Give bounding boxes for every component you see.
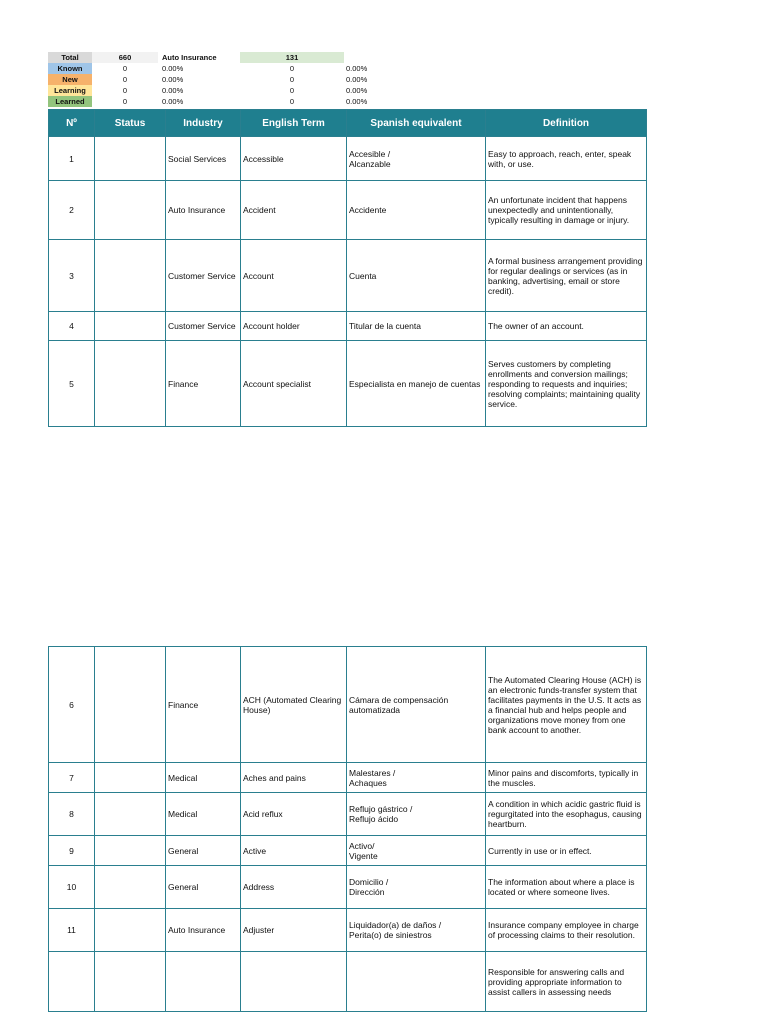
row-definition: The owner of an account. bbox=[486, 312, 647, 341]
row-english-term: Account holder bbox=[241, 312, 347, 341]
known-pct: 0.00% bbox=[162, 64, 184, 73]
row-definition: The Automated Clearing House (ACH) is an electronic funds-transfer system that facilitates payments in the U.S. It acts as a financial hub and helps people and organizations move money from one bank account to another. bbox=[486, 647, 647, 763]
learned-label: Learned bbox=[48, 96, 92, 107]
row-number: 5 bbox=[49, 341, 95, 427]
row-spanish-equivalent: Cámara de compensación automatizada bbox=[347, 647, 486, 763]
row-industry: Customer Service bbox=[166, 312, 241, 341]
learned-count: 0 bbox=[122, 97, 128, 106]
known-count-filtered: 0 bbox=[289, 64, 295, 73]
row-definition: Easy to approach, reach, enter, speak with, or use. bbox=[486, 137, 647, 181]
table-row bbox=[49, 952, 647, 1012]
row-english-term: Accident bbox=[241, 181, 347, 240]
row-spanish-equivalent: Accidente bbox=[347, 181, 486, 240]
learned-pct-filtered: 0.00% bbox=[346, 97, 368, 106]
header-status: Status bbox=[95, 110, 166, 137]
row-english-term: Acid reflux bbox=[241, 793, 347, 836]
total-label: Total bbox=[48, 52, 92, 63]
table-row bbox=[49, 240, 647, 312]
row-number: 1 bbox=[49, 137, 95, 181]
row-english-term: Adjuster bbox=[241, 909, 347, 952]
row-number bbox=[49, 952, 95, 1012]
row-spanish-equivalent: Activo/ Vigente bbox=[347, 836, 486, 866]
row-status bbox=[95, 647, 166, 763]
row-status bbox=[95, 836, 166, 866]
learning-pct-filtered: 0.00% bbox=[346, 86, 368, 95]
row-english-term: Accessible bbox=[241, 137, 347, 181]
learning-pct: 0.00% bbox=[162, 86, 184, 95]
row-number: 11 bbox=[49, 909, 95, 952]
learning-label: Learning bbox=[48, 85, 92, 96]
learning-count-filtered: 0 bbox=[289, 86, 295, 95]
table-row bbox=[49, 181, 647, 240]
row-status bbox=[95, 793, 166, 836]
row-status bbox=[95, 312, 166, 341]
row-spanish-equivalent: Domicilio / Dirección bbox=[347, 866, 486, 909]
row-definition: Insurance company employee in charge of processing claims to their resolution. bbox=[486, 909, 647, 952]
row-industry: Auto Insurance bbox=[166, 909, 241, 952]
new-pct-filtered: 0.00% bbox=[346, 75, 368, 84]
row-definition: An unfortunate incident that happens unexpectedly and unintentionally, typically resulting in damage or injury. bbox=[486, 181, 647, 240]
table-row bbox=[49, 647, 647, 763]
header-number: Nº bbox=[49, 110, 95, 137]
row-number: 7 bbox=[49, 763, 95, 793]
total-value: 660 bbox=[92, 52, 158, 63]
row-definition: Minor pains and discomforts, typically in the muscles. bbox=[486, 763, 647, 793]
table-row bbox=[49, 312, 647, 341]
new-label: New bbox=[48, 74, 92, 85]
row-spanish-equivalent bbox=[347, 952, 486, 1012]
row-spanish-equivalent: Titular de la cuenta bbox=[347, 312, 486, 341]
row-industry: General bbox=[166, 866, 241, 909]
header-industry: Industry bbox=[166, 110, 241, 137]
row-status bbox=[95, 952, 166, 1012]
summary-row-new bbox=[48, 74, 388, 85]
summary-row-learning bbox=[48, 85, 388, 96]
header-spanish-equivalent: Spanish equivalent bbox=[347, 110, 486, 137]
row-number: 4 bbox=[49, 312, 95, 341]
summary-table bbox=[48, 52, 388, 107]
header-definition: Definition bbox=[486, 110, 647, 137]
table-row bbox=[49, 341, 647, 427]
row-industry: Finance bbox=[166, 341, 241, 427]
new-count-filtered: 0 bbox=[289, 75, 295, 84]
row-industry: Medical bbox=[166, 793, 241, 836]
row-english-term bbox=[241, 952, 347, 1012]
row-industry: Medical bbox=[166, 763, 241, 793]
filter-label: Auto Insurance bbox=[162, 53, 217, 62]
row-definition: A condition in which acidic gastric fluid is regurgitated into the esophagus, causing heartburn. bbox=[486, 793, 647, 836]
row-industry bbox=[166, 952, 241, 1012]
row-english-term: Aches and pains bbox=[241, 763, 347, 793]
summary-total-row bbox=[48, 52, 388, 63]
row-industry: Finance bbox=[166, 647, 241, 763]
row-definition: A formal business arrangement providing for regular dealings or services (as in banking, advertising, email or store credit). bbox=[486, 240, 647, 312]
row-definition: The information about where a place is located or where someone lives. bbox=[486, 866, 647, 909]
glossary-table-page-2 bbox=[48, 646, 647, 1012]
row-industry: Social Services bbox=[166, 137, 241, 181]
row-number: 9 bbox=[49, 836, 95, 866]
row-industry: General bbox=[166, 836, 241, 866]
glossary-table-page-1 bbox=[48, 109, 647, 427]
row-english-term: Address bbox=[241, 866, 347, 909]
row-industry: Customer Service bbox=[166, 240, 241, 312]
row-status bbox=[95, 181, 166, 240]
table-row bbox=[49, 137, 647, 181]
table-row bbox=[49, 866, 647, 909]
row-status bbox=[95, 240, 166, 312]
learned-count-filtered: 0 bbox=[289, 97, 295, 106]
learned-pct: 0.00% bbox=[162, 97, 184, 106]
table-row bbox=[49, 763, 647, 793]
row-status bbox=[95, 763, 166, 793]
row-number: 3 bbox=[49, 240, 95, 312]
row-definition: Currently in use or in effect. bbox=[486, 836, 647, 866]
row-number: 8 bbox=[49, 793, 95, 836]
row-status bbox=[95, 909, 166, 952]
row-status bbox=[95, 866, 166, 909]
row-status bbox=[95, 137, 166, 181]
table-row bbox=[49, 793, 647, 836]
row-definition: Responsible for answering calls and providing appropriate information to assist callers in assessing needs bbox=[486, 952, 647, 1012]
header-english-term: English Term bbox=[241, 110, 347, 137]
row-english-term: Account specialist bbox=[241, 341, 347, 427]
table-row bbox=[49, 836, 647, 866]
row-spanish-equivalent: Especialista en manejo de cuentas bbox=[347, 341, 486, 427]
known-label: Known bbox=[48, 63, 92, 74]
filter-value: 131 bbox=[240, 52, 344, 63]
row-english-term: ACH (Automated Clearing House) bbox=[241, 647, 347, 763]
known-pct-filtered: 0.00% bbox=[346, 64, 368, 73]
known-count: 0 bbox=[122, 64, 128, 73]
summary-row-known bbox=[48, 63, 388, 74]
row-spanish-equivalent: Liquidador(a) de daños / Perita(o) de siniestros bbox=[347, 909, 486, 952]
new-count: 0 bbox=[122, 75, 128, 84]
table-header-row bbox=[49, 110, 647, 137]
row-industry: Auto Insurance bbox=[166, 181, 241, 240]
table-row bbox=[49, 909, 647, 952]
row-english-term: Account bbox=[241, 240, 347, 312]
summary-row-learned bbox=[48, 96, 388, 107]
learning-count: 0 bbox=[122, 86, 128, 95]
row-english-term: Active bbox=[241, 836, 347, 866]
row-spanish-equivalent: Cuenta bbox=[347, 240, 486, 312]
row-spanish-equivalent: Malestares / Achaques bbox=[347, 763, 486, 793]
row-spanish-equivalent: Reflujo gástrico / Reflujo ácido bbox=[347, 793, 486, 836]
row-spanish-equivalent: Accesible / Alcanzable bbox=[347, 137, 486, 181]
row-definition: Serves customers by completing enrollments and conversion mailings; responding to requests and inquiries; resolving complaints; maintaining quality service. bbox=[486, 341, 647, 427]
row-number: 6 bbox=[49, 647, 95, 763]
new-pct: 0.00% bbox=[162, 75, 184, 84]
row-number: 2 bbox=[49, 181, 95, 240]
row-number: 10 bbox=[49, 866, 95, 909]
row-status bbox=[95, 341, 166, 427]
